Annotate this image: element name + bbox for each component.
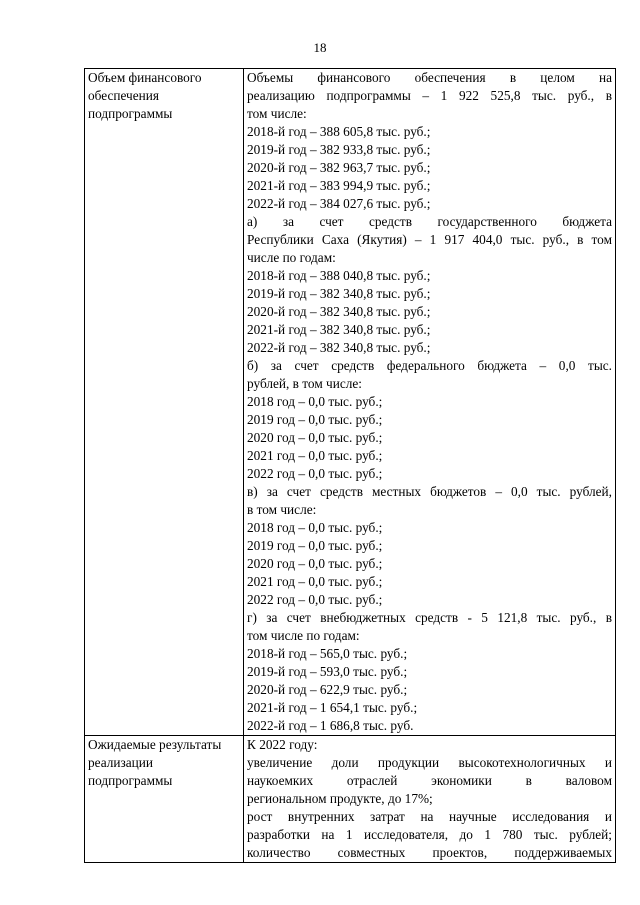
- label-line: подпрограммы: [88, 773, 173, 788]
- text-line: разработки на 1 исследователя, до 1 780 тыс. рублей;: [247, 827, 612, 842]
- text-line: 2022 год – 0,0 тыс. руб.;: [247, 592, 383, 607]
- text-line: 2020-й год – 622,9 тыс. руб.;: [247, 682, 408, 697]
- text-line: 2018-й год – 388 040,8 тыс. руб.;: [247, 268, 431, 283]
- text-line: 2021-й год – 383 994,9 тыс. руб.;: [247, 178, 431, 193]
- text-line: том числе:: [247, 106, 307, 121]
- text-line: числе по годам:: [247, 250, 336, 265]
- results-label-cell: [85, 736, 244, 863]
- label-line: Ожидаемые результаты: [88, 737, 222, 752]
- text-line: наукоемких отраслей экономики в валовом: [247, 773, 612, 788]
- text-line: 2019 год – 0,0 тыс. руб.;: [247, 538, 383, 553]
- text-line: 2021 год – 0,0 тыс. руб.;: [247, 574, 383, 589]
- text-line: Республики Саха (Якутия) – 1 917 404,0 тыс. руб., в том: [247, 232, 612, 247]
- financing-label-cell: [85, 69, 244, 736]
- text-line: 2018 год – 0,0 тыс. руб.;: [247, 520, 383, 535]
- financing-label: [88, 69, 240, 123]
- text-line: 2022-й год – 382 340,8 тыс. руб.;: [247, 340, 431, 355]
- results-content-cell: [244, 736, 616, 863]
- text-line: 2019-й год – 382 933,8 тыс. руб.;: [247, 142, 431, 157]
- text-line: 2019-й год – 382 340,8 тыс. руб.;: [247, 286, 431, 301]
- label-line: реализации: [88, 755, 153, 770]
- text-line: 2020 год – 0,0 тыс. руб.;: [247, 556, 383, 571]
- text-line: в том числе:: [247, 502, 317, 517]
- financing-content: [247, 69, 612, 735]
- text-line: а) за счет средств государственного бюджета: [247, 214, 612, 229]
- text-line: г) за счет внебюджетных средств - 5 121,8 тыс. руб., в: [247, 610, 612, 625]
- text-line: 2021-й год – 382 340,8 тыс. руб.;: [247, 322, 431, 337]
- page-number: 18: [313, 40, 327, 55]
- text-line: в) за счет средств местных бюджетов – 0,0 тыс. рублей,: [247, 484, 612, 499]
- text-line: реализацию подпрограммы – 1 922 525,8 тыс. руб., в: [247, 88, 612, 103]
- table-row-financing: [85, 69, 616, 736]
- text-line: том числе по годам:: [247, 628, 360, 643]
- text-line: увеличение доли продукции высокотехнологичных и: [247, 755, 612, 770]
- text-line: 2018-й год – 565,0 тыс. руб.;: [247, 646, 408, 661]
- text-line: 2021-й год – 1 654,1 тыс. руб.;: [247, 700, 418, 715]
- text-line: 2019-й год – 593,0 тыс. руб.;: [247, 664, 408, 679]
- text-line: 2020-й год – 382 963,7 тыс. руб.;: [247, 160, 431, 175]
- text-line: К 2022 году:: [247, 737, 318, 752]
- results-content: [247, 736, 612, 862]
- text-line: 2018-й год – 388 605,8 тыс. руб.;: [247, 124, 431, 139]
- text-line: 2022-й год – 1 686,8 тыс. руб.: [247, 718, 414, 733]
- text-line: рост внутренних затрат на научные исследования и: [247, 809, 612, 824]
- text-line: Объемы финансового обеспечения в целом на: [247, 70, 612, 85]
- text-line: количество совместных проектов, поддерживаемых: [247, 845, 612, 860]
- text-line: 2022 год – 0,0 тыс. руб.;: [247, 466, 383, 481]
- text-line: 2020-й год – 382 340,8 тыс. руб.;: [247, 304, 431, 319]
- text-line: 2018 год – 0,0 тыс. руб.;: [247, 394, 383, 409]
- text-line: б) за счет средств федерального бюджета – 0,0 тыс.: [247, 358, 612, 373]
- results-label: [88, 736, 240, 790]
- text-line: региональном продукте, до 17%;: [247, 791, 433, 806]
- text-line: 2021 год – 0,0 тыс. руб.;: [247, 448, 383, 463]
- label-line: Объем финансового: [88, 70, 202, 85]
- text-line: рублей, в том числе:: [247, 376, 362, 391]
- text-line: 2022-й год – 384 027,6 тыс. руб.;: [247, 196, 431, 211]
- text-line: 2019 год – 0,0 тыс. руб.;: [247, 412, 383, 427]
- label-line: обеспечения: [88, 88, 159, 103]
- text-line: 2020 год – 0,0 тыс. руб.;: [247, 430, 383, 445]
- financing-content-cell: [244, 69, 616, 736]
- table-row-expected-results: [85, 736, 616, 863]
- subprogram-passport-table: [84, 68, 616, 863]
- label-line: подпрограммы: [88, 106, 173, 121]
